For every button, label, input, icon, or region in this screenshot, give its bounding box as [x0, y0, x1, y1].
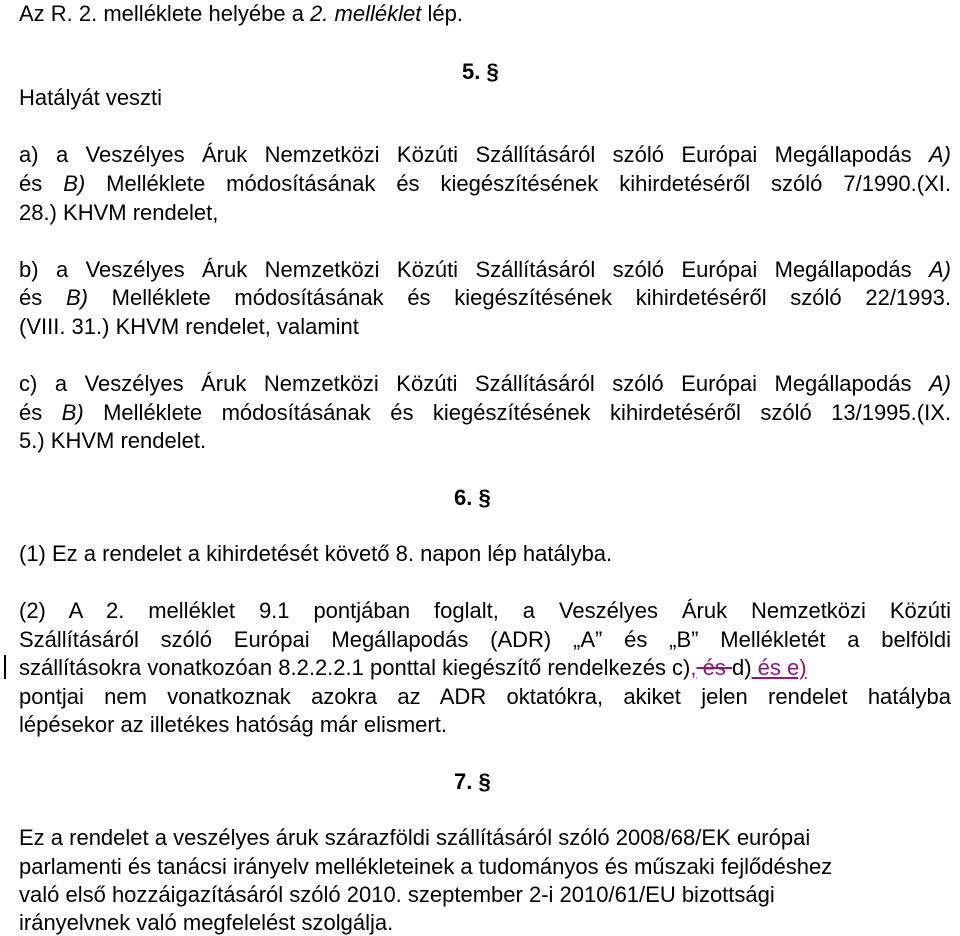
- section-5-intro: Hatályát veszti: [19, 85, 163, 110]
- inserted-text: ,: [690, 655, 697, 680]
- item-c-text: c) a Veszélyes Áruk Nemzetközi Közúti Szállításáról szóló Európai Megállapodás: [19, 371, 929, 396]
- section-6-heading: 6. §: [454, 485, 491, 510]
- item-a-line-3: 28.) KHVM rendelet,: [19, 200, 219, 225]
- item-a-line-1: [19, 141, 951, 168]
- section-6-p2-line-1: (2) A 2. melléklet 9.1 pontjában foglalt, a Veszélyes Áruk Nemzetközi Közúti: [19, 598, 951, 623]
- item-c-text: Melléklete módosításának és kiegészítésének kihirdetéséről szóló 13/1995.(IX.: [83, 400, 951, 425]
- item-a-text: Melléklete módosításának és kiegészítésének kihirdetéséről szóló 7/1990.(XI.: [85, 171, 951, 196]
- section-5-heading: 5. §: [462, 59, 499, 84]
- item-c-line-3: 5.) KHVM rendelet.: [19, 428, 207, 453]
- item-b-text: Melléklete módosításának és kiegészítésének kihirdetéséről szóló 22/1993.: [87, 285, 951, 310]
- intro-italic: 2. melléklet: [310, 1, 422, 26]
- section-7-line-1: Ez a rendelet a veszélyes áruk szárazföldi szállításáról szóló 2008/68/EK európai: [19, 825, 811, 850]
- section-7-line-2: parlamenti és tanácsi irányelv mellékleteinek a tudományos és műszaki fejlődéshez: [19, 854, 833, 879]
- item-b-line-3: (VIII. 31.) KHVM rendelet, valamint: [19, 314, 359, 339]
- p2-text: d): [731, 655, 752, 680]
- item-b-line-1: [19, 256, 951, 283]
- item-c-line-2: [19, 399, 951, 426]
- section-7-line-4: irányelvnek való megfelelést szolgálja.: [19, 910, 394, 935]
- section-6-p2-line-2: Szállításáról szóló Európai Megállapodás (ADR) „A” és „B” Mellékletét a belföldi: [19, 627, 951, 652]
- section-6-p2-line-3: [19, 654, 807, 681]
- item-c-line-1: [19, 370, 951, 397]
- item-a-line-2: [19, 170, 951, 197]
- section-6-p2-line-4: pontjai nem vonatkoznak azokra az ADR oktatókra, akiket jelen rendelet hatályba: [19, 684, 951, 709]
- revision-change-bar: [4, 655, 6, 679]
- item-a-text: és: [19, 171, 64, 196]
- item-c-text: és: [19, 400, 62, 425]
- item-c-italic: B): [61, 400, 84, 425]
- section-7-line-3: való első hozzáigazításáról szóló 2010. szeptember 2-i 2010/61/EU bizottsági: [19, 882, 775, 907]
- item-b-text: b) a Veszélyes Áruk Nemzetközi Közúti Szállításáról szóló Európai Megállapodás: [19, 257, 929, 282]
- section-6-p2-line-5: lépésekor az illetékes hatóság már elismert.: [19, 712, 447, 737]
- intro-text-end: lép.: [421, 1, 463, 26]
- item-a-text: a) a Veszélyes Áruk Nemzetközi Közúti Szállításáról szóló Európai Megállapodás: [19, 142, 929, 167]
- item-b-italic: B): [65, 285, 88, 310]
- deleted-text: és: [696, 655, 732, 680]
- p2-text: szállításokra vonatkozóan 8.2.2.2.1 ponttal kiegészítő rendelkezés c): [19, 655, 691, 680]
- inserted-text: és e): [751, 655, 807, 680]
- section-7-heading: 7. §: [454, 769, 491, 794]
- item-b-line-2: [19, 284, 951, 311]
- intro-text: Az R. 2. melléklete helyébe a: [19, 1, 311, 26]
- item-b-text: és: [19, 285, 66, 310]
- item-b-italic: A): [929, 257, 951, 282]
- item-a-italic: B): [63, 171, 86, 196]
- intro-line: [19, 0, 463, 27]
- section-6-paragraph-1: (1) Ez a rendelet a kihirdetését követő 8. napon lép hatályba.: [19, 541, 613, 566]
- item-a-italic: A): [929, 142, 951, 167]
- item-c-italic: A): [929, 371, 951, 396]
